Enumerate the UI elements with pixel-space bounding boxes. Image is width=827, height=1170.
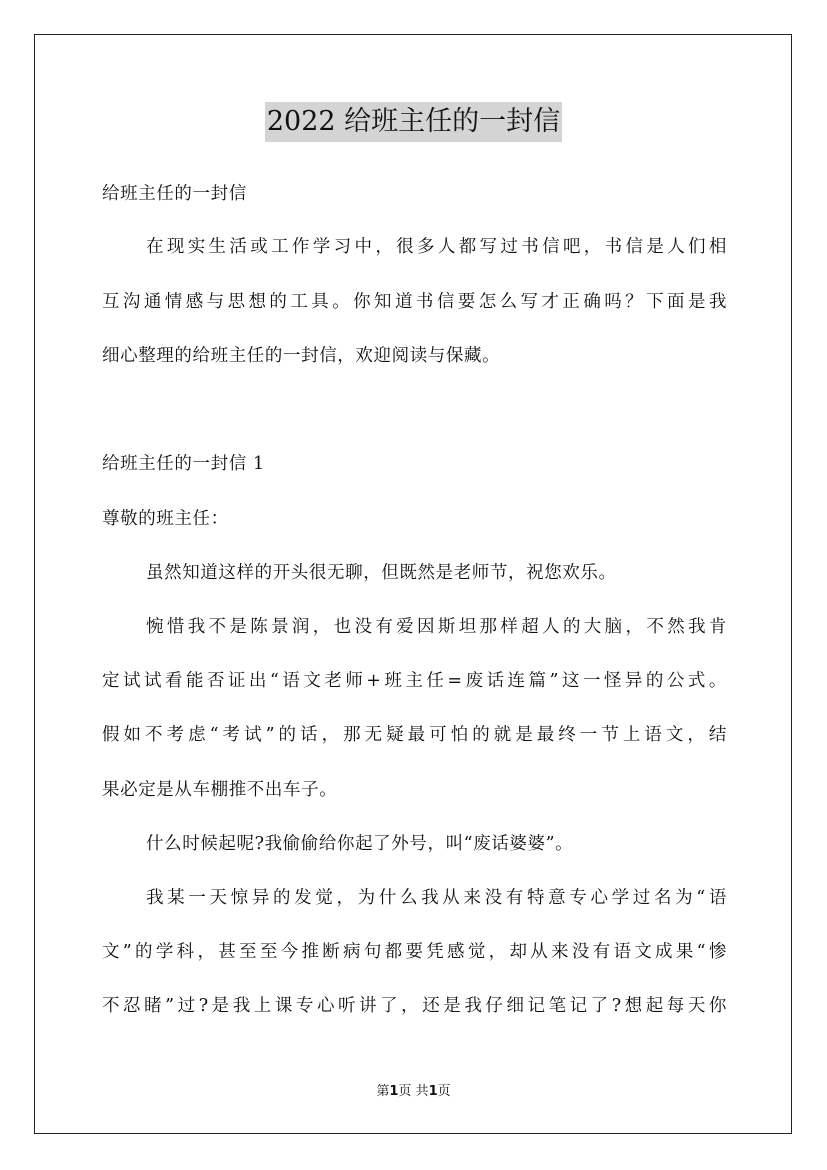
document-subtitle: 给班主任的一封信 xyxy=(102,184,247,204)
salutation: 尊敬的班主任： xyxy=(102,509,229,529)
paragraph-2-line-3: 假如不考虑“考试”的话，那无疑最可怕的就是最终一节上语文，结 xyxy=(102,725,727,745)
page-total: 1 xyxy=(428,1084,438,1099)
page-suffix: 页 xyxy=(437,1084,451,1099)
document-title-text: 2022 给班主任的一封信 xyxy=(265,102,562,142)
page-prefix: 第 xyxy=(376,1084,390,1099)
paragraph-2-line-4: 果必定是从车棚推不出车子。 xyxy=(102,780,338,800)
paragraph-4-line-1: 我某一天惊异的发觉，为什么我从来没有特意专心学过名为“语 xyxy=(146,888,727,908)
paragraph-2-line-2: 定试试看能否证出“语文老师+班主任=废话连篇”这一怪异的公式。 xyxy=(102,671,727,691)
paragraph-4-line-2: 文”的学科，甚至至今推断病句都要凭感觉，却从来没有语文成果“惨 xyxy=(102,942,727,962)
letter-heading: 给班主任的一封信 1 xyxy=(102,454,265,474)
document-title xyxy=(0,100,827,142)
paragraph-3: 什么时候起呢?我偷偷给你起了外号，叫“废话婆婆”。 xyxy=(146,834,574,854)
paragraph-4-line-3: 不忍睹”过?是我上课专心听讲了，还是我仔细记笔记了?想起每天你 xyxy=(102,996,727,1016)
paragraph-2-line-1: 惋惜我不是陈景润，也没有爱因斯坦那样超人的大脑，不然我肯 xyxy=(146,617,727,637)
intro-line-3: 细心整理的给班主任的一封信，欢迎阅读与保藏。 xyxy=(102,346,501,366)
intro-line-2: 互沟通情感与思想的工具。你知道书信要怎么写才正确吗？下面是我 xyxy=(102,292,727,312)
page-current: 1 xyxy=(389,1084,399,1099)
page-footer xyxy=(0,1082,827,1102)
paragraph-1: 虽然知道这样的开头很无聊，但既然是老师节，祝您欢乐。 xyxy=(146,563,617,583)
intro-line-1: 在现实生活或工作学习中，很多人都写过书信吧，书信是人们相 xyxy=(146,237,727,257)
page-mid: 页 共 xyxy=(398,1084,429,1099)
